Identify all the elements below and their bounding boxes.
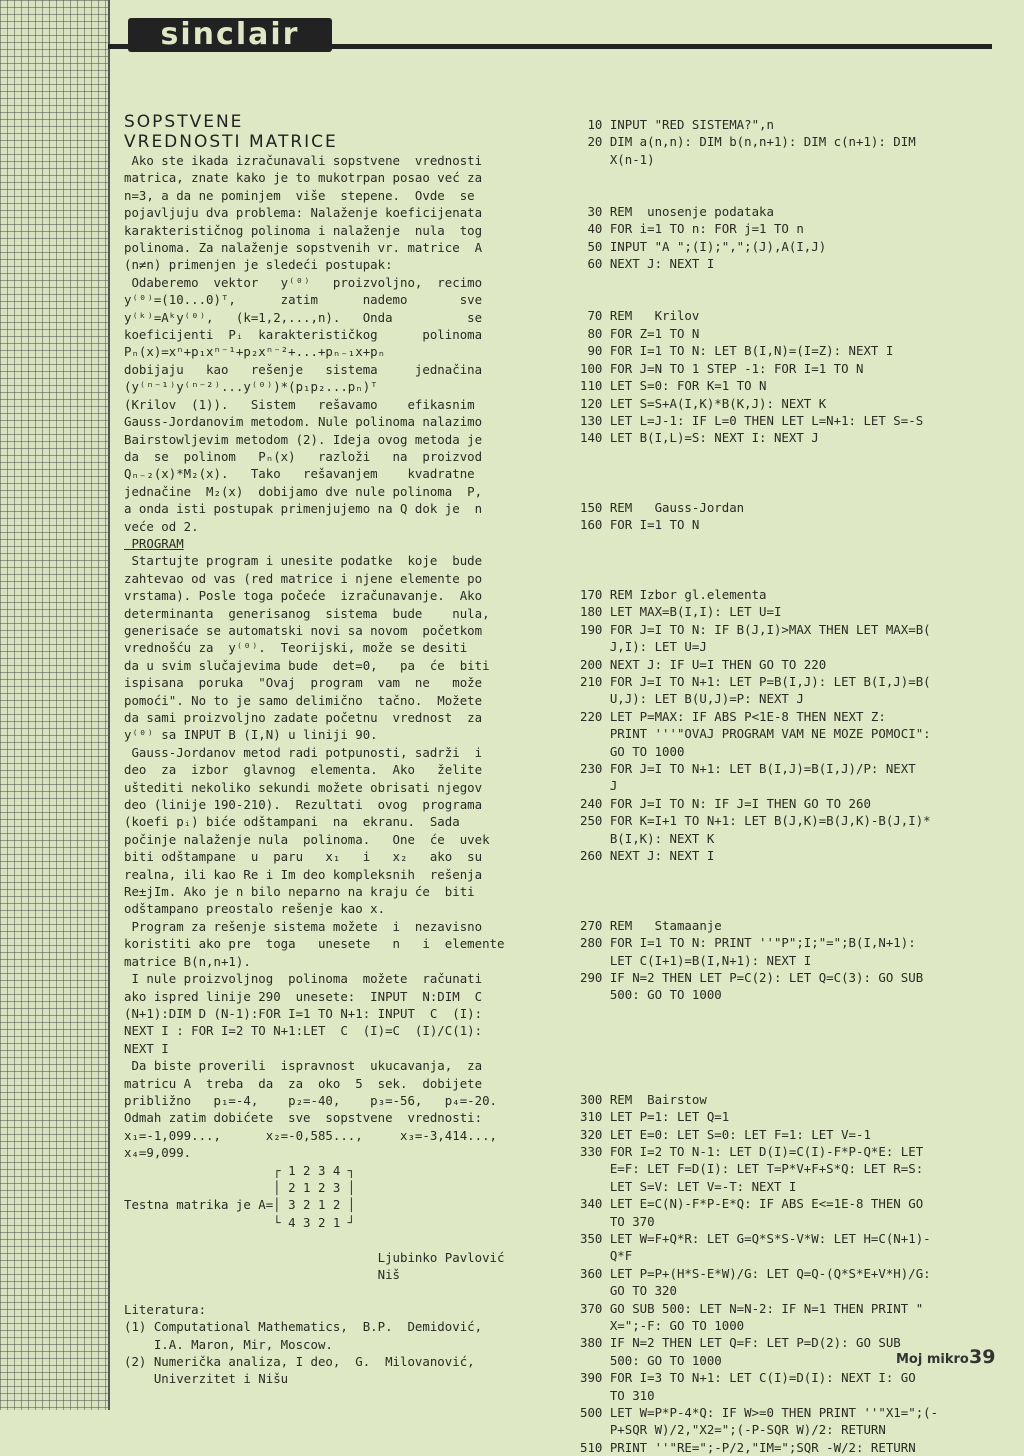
- title-line-2: VREDNOSTI MATRICE: [124, 132, 338, 152]
- code-line: Q*F: [580, 1248, 633, 1264]
- code-line: 110 LET S=0: FOR K=1 TO N: [580, 378, 767, 394]
- body-line: matricu A treba da za oko 5 sek. dobijete: [124, 1075, 483, 1091]
- article-body: [124, 152, 544, 1388]
- code-line: 100 FOR J=N TO 1 STEP -1: FOR I=1 TO N: [580, 360, 864, 376]
- code-line: 260 NEXT J: NEXT I: [580, 848, 715, 864]
- code-line: [580, 899, 980, 916]
- body-line: vrstama). Posle toga počeće izračunavanje. Ako: [124, 588, 483, 604]
- code-line: TO 310: [580, 1387, 655, 1403]
- logo-text: sinclair: [160, 17, 300, 52]
- code-line: 310 LET P=1: LET Q=1: [580, 1109, 730, 1125]
- body-line: Ljubinko Pavlović: [124, 1249, 505, 1265]
- code-line: X=";-F: GO TO 1000: [580, 1318, 745, 1334]
- code-line: [580, 551, 980, 568]
- code-line: B(I,K): NEXT K: [580, 830, 715, 846]
- code-line: [580, 569, 980, 586]
- body-line: PROGRAM: [124, 535, 184, 551]
- code-line: 270 REM Stamaanje: [580, 917, 722, 933]
- code-line: U,J): LET B(U,J)=P: NEXT J: [580, 691, 804, 707]
- code-line: 20 DIM a(n,n): DIM b(n,n+1): DIM c(n+1): DIM: [580, 134, 916, 150]
- body-line: generisaće se automatski novi sa novom početkom: [124, 622, 483, 638]
- code-line: 120 LET S=S+A(I,K)*B(K,J): NEXT K: [580, 395, 827, 411]
- code-line: 70 REM Krilov: [580, 308, 700, 324]
- body-line: matrica, znate kako je to mukotrpan posao već za: [124, 170, 483, 186]
- body-line: [124, 1231, 544, 1248]
- code-line: 30 REM unosenje podataka: [580, 204, 774, 220]
- code-line: 80 FOR Z=1 TO N: [580, 325, 700, 341]
- code-line: 500: GO TO 1000: [580, 1352, 722, 1368]
- code-line: 150 REM Gauss-Jordan: [580, 499, 745, 515]
- body-line: koristiti ako pre toga unesete n i elemente: [124, 936, 505, 952]
- code-line: 10 INPUT "RED SISTEMA?",n: [580, 117, 774, 132]
- body-line: Startujte program i unesite podatke koje bude: [124, 553, 483, 569]
- code-line: J,I): LET U=J: [580, 639, 707, 655]
- code-line: 230 FOR J=I TO N+1: LET B(I,J)=B(I,J)/P: NEXT: [580, 761, 916, 777]
- body-line: veće od 2.: [124, 518, 199, 534]
- code-line: [580, 482, 980, 499]
- code-line: 330 FOR I=2 TO N-1: LET D(I)=C(I)-F*P-Q*E: LET: [580, 1143, 924, 1159]
- code-line: 370 GO SUB 500: LET N=N-2: IF N=1 THEN PRINT ": [580, 1300, 924, 1316]
- code-line: GO TO 1000: [580, 743, 685, 759]
- body-line: Re±jIm. Ako je n bilo neparno na kraju će biti: [124, 884, 475, 900]
- code-line: [580, 186, 980, 203]
- code-line: 500: GO TO 1000: [580, 987, 722, 1003]
- body-line: Program za rešenje sistema možete i nezavisno: [124, 918, 483, 934]
- code-line: 90 FOR I=1 TO N: LET B(I,N)=(I=Z): NEXT I: [580, 343, 894, 359]
- code-line: 390 FOR I=3 TO N+1: LET C(I)=D(I): NEXT I: GO: [580, 1370, 916, 1386]
- code-line: 380 IF N=2 THEN LET Q=F: LET P=D(2): GO SUB: [580, 1335, 901, 1351]
- code-line: 280 FOR I=1 TO N: PRINT ''"P";I;"=";B(I,N+1):: [580, 935, 916, 951]
- body-line: vrednošću za y⁽⁰⁾. Teorijski, može se desiti: [124, 640, 468, 656]
- code-line: 160 FOR I=1 TO N: [580, 517, 700, 533]
- body-line: x₁=-1,099..., x₂=-0,585..., x₃=-3,414...,: [124, 1127, 497, 1143]
- body-line: I nule proizvoljnog polinoma možete računati: [124, 971, 483, 987]
- body-line: determinanta generisanog sistema bude nula,: [124, 605, 490, 621]
- code-line: 50 INPUT "A ";(I);",";(J),A(I,J): [580, 238, 827, 254]
- body-line: y⁽⁰⁾=(10...0)ᵀ, zatim nademo sve: [124, 292, 483, 308]
- body-line: (2) Numerička analiza, I deo, G. Milovanović,: [124, 1354, 475, 1370]
- code-line: [580, 1073, 980, 1090]
- body-line: Univerzitet i Nišu: [124, 1371, 289, 1387]
- code-line: [580, 290, 980, 307]
- code-line: [580, 447, 980, 464]
- code-line: 250 FOR K=I+1 TO N+1: LET B(J,K)=B(J,K)-B(J,I)*: [580, 813, 931, 829]
- body-line: I.A. Maron, Mir, Moscow.: [124, 1336, 333, 1352]
- code-line: 40 FOR i=1 TO n: FOR j=1 TO n: [580, 221, 804, 237]
- header-rule: [332, 44, 992, 49]
- code-line: [580, 882, 980, 899]
- code-line: J: [580, 778, 618, 794]
- program-listing: [580, 116, 980, 1456]
- code-line: PRINT '''"OVAJ PROGRAM VAM NE MOZE POMOCI":: [580, 726, 931, 742]
- body-line: Odaberemo vektor y⁽⁰⁾ proizvoljno, recimo: [124, 274, 483, 290]
- body-line: približno p₁=-4, p₂=-40, p₃=-56, p₄=-20.: [124, 1092, 497, 1108]
- code-line: [580, 1004, 980, 1021]
- body-line: a onda isti postupak primenjujemo na Q dok je n: [124, 501, 483, 517]
- body-line: karakterističnog polinoma i nalaženje nula tog: [124, 222, 483, 238]
- body-line: uštediti nekoliko sekundi možete obrisati njegov: [124, 779, 483, 795]
- body-line: Odmah zatim dobićete sve sopstvene vrednosti:: [124, 1110, 483, 1126]
- body-line: deo (linije 190-210). Rezultati ovog programa: [124, 797, 483, 813]
- body-line: Niš: [124, 1267, 401, 1282]
- body-line: polinoma. Za nalaženje sopstvenih vr. matrice A: [124, 240, 483, 256]
- body-line: [124, 1283, 544, 1300]
- code-line: [580, 168, 980, 185]
- code-line: 140 LET B(I,L)=S: NEXT I: NEXT J: [580, 430, 819, 446]
- code-line: X(n-1): [580, 151, 655, 167]
- code-line: [580, 1021, 980, 1038]
- code-line: 360 LET P=P+(H*S-E*W)/G: LET Q=Q-(Q*S*E+V*H)/G:: [580, 1265, 931, 1281]
- code-line: 170 REM Izbor gl.elementa: [580, 586, 767, 602]
- body-line: ako ispred linije 290 unesete: INPUT N:DIM C: [124, 988, 483, 1004]
- code-line: [580, 1056, 980, 1073]
- code-line: 300 REM Bairstow: [580, 1091, 707, 1107]
- code-line: [580, 464, 980, 481]
- body-line: da se polinom Pₙ(x) razloži na proizvod: [124, 448, 483, 464]
- body-line: Literatura:: [124, 1301, 207, 1317]
- body-line: jednačine M₂(x) dobijamo dve nule polinoma P,: [124, 483, 483, 499]
- body-line: zahtevao od vas (red matrice i njene elemente po: [124, 570, 483, 586]
- body-line: NEXT I: [124, 1040, 169, 1056]
- code-line: 180 LET MAX=B(I,I): LET U=I: [580, 604, 782, 620]
- header-rule-left: [108, 44, 128, 49]
- code-line: 200 NEXT J: IF U=I THEN GO TO 220: [580, 656, 827, 672]
- body-line: NEXT I : FOR I=2 TO N+1:LET C (I)=C (I)/C(1):: [124, 1023, 483, 1039]
- body-line: realna, ili kao Re i Im deo kompleksnih rešenja: [124, 866, 483, 882]
- code-line: LET S=V: LET V=-T: NEXT I: [580, 1178, 797, 1194]
- code-line: 240 FOR J=I TO N: IF J=I THEN GO TO 260: [580, 795, 871, 811]
- body-line: Gauss-Jordanov metod radi potpunosti, sadrži i: [124, 744, 483, 760]
- body-line: pojavljuju dva problema: Nalaženje koeficijenata: [124, 205, 483, 221]
- code-line: 60 NEXT J: NEXT I: [580, 256, 715, 272]
- code-line: GO TO 320: [580, 1283, 677, 1299]
- body-line: (n≠n) primenjen je sledeći postupak:: [124, 257, 393, 273]
- code-line: P+SQR W)/2,"X2=";(-P-SQR W)/2: RETURN: [580, 1422, 886, 1438]
- code-line: 340 LET E=C(N)-F*P-E*Q: IF ABS E<=1E-8 THEN GO: [580, 1196, 924, 1212]
- body-line: matrice B(n,n+1).: [124, 953, 251, 969]
- body-line: x₄=9,099.: [124, 1145, 192, 1161]
- code-line: [580, 864, 980, 881]
- body-line: y⁽⁰⁾ sa INPUT B (I,N) u liniji 90.: [124, 727, 378, 743]
- body-line: Bairstowljevim metodom (2). Ideja ovog metoda je: [124, 431, 483, 447]
- body-line: koeficijenti Pᵢ karakterističkog polinoma: [124, 327, 483, 343]
- body-line: n=3, a da ne pominjem više stepene. Ovde se: [124, 187, 475, 203]
- article-title: [124, 112, 544, 152]
- body-line: dobijaju kao rešenje sistema jednačina: [124, 361, 483, 377]
- body-line: ┌ 1 2 3 4 ┐: [124, 1162, 356, 1178]
- title-line-1: SOPSTVENE: [124, 112, 244, 132]
- body-line: (1) Computational Mathematics, B.P. Demidović,: [124, 1319, 483, 1335]
- sinclair-logo: [128, 18, 332, 52]
- body-line: Ako ste ikada izračunavali sopstvene vrednosti: [124, 153, 483, 168]
- body-line: biti odštampane u paru x₁ i x₂ ako su: [124, 849, 483, 865]
- body-line: Testna matrika je A=│ 3 2 1 2 │: [124, 1197, 356, 1213]
- code-line: 350 LET W=F+Q*R: LET G=Q*S*S-V*W: LET H=C(N+1)-: [580, 1231, 931, 1246]
- code-line: E=F: LET F=D(I): LET T=P*V+F+S*Q: LET R=S:: [580, 1161, 924, 1177]
- code-line: 220 LET P=MAX: IF ABS P<1E-8 THEN NEXT Z:: [580, 708, 886, 724]
- code-line: 190 FOR J=I TO N: IF B(J,I)>MAX THEN LET MAX=B(: [580, 621, 931, 637]
- code-line: 500 LET W=P*P-4*Q: IF W>=0 THEN PRINT ''"X1=";(-: [580, 1405, 939, 1421]
- body-line: └ 4 3 2 1 ┘: [124, 1214, 356, 1230]
- body-line: deo za izbor glavnog elementa. Ako želite: [124, 762, 483, 778]
- body-line: (Krilov (1)). Sistem rešavamo efikasnim: [124, 396, 475, 412]
- body-line: (N+1):DIM D (N-1):FOR I=1 TO N+1: INPUT C (I):: [124, 1005, 483, 1021]
- code-line: 290 IF N=2 THEN LET P=C(2): LET Q=C(3): GO SUB: [580, 969, 924, 985]
- code-line: [580, 273, 980, 290]
- code-line: LET C(I+1)=B(I,N+1): NEXT I: [580, 952, 812, 968]
- graph-paper-margin: [0, 0, 110, 1410]
- body-line: Pₙ(x)=xⁿ+p₁xⁿ⁻¹+p₂xⁿ⁻²+...+pₙ₋₁x+pₙ: [124, 344, 386, 360]
- code-line: 510 PRINT ''"RE=";-P/2,"IM=";SQR -W/2: RETURN: [580, 1439, 916, 1455]
- body-line: da sami proizvoljno zadate početnu vrednost za: [124, 710, 483, 725]
- code-line: 320 LET E=0: LET S=0: LET F=1: LET V=-1: [580, 1126, 871, 1142]
- body-line: │ 2 1 2 3 │: [124, 1179, 356, 1195]
- body-line: (koefi pᵢ) biće odštampani na ekranu. Sada: [124, 814, 460, 830]
- magazine-brand: Moj mikro: [896, 1352, 969, 1367]
- body-line: Qₙ₋₂(x)*M₂(x). Tako rešavanjem kvadratne: [124, 466, 475, 482]
- body-line: pomoći". No to je samo delimično tačno. Možete: [124, 692, 483, 708]
- code-line: 210 FOR J=I TO N+1: LET P=B(I,J): LET B(I,J)=B(: [580, 674, 931, 689]
- code-line: 130 LET L=J-1: IF L=0 THEN LET L=N+1: LET S=-S: [580, 412, 924, 428]
- page-number: 39: [969, 1346, 996, 1368]
- body-line: (y⁽ⁿ⁻¹⁾y⁽ⁿ⁻²⁾...y⁽⁰⁾)*(p₁p₂...pₙ)ᵀ: [124, 379, 378, 395]
- body-line: počinje nalaženje nula polinoma. One će uvek: [124, 831, 490, 847]
- body-line: y⁽ᵏ⁾=Aᵏy⁽⁰⁾, (k=1,2,...,n). Onda se: [124, 309, 483, 325]
- body-line: da u svim slučajevima bude det=0, pa će biti: [124, 657, 490, 673]
- code-line: [580, 1039, 980, 1056]
- body-line: Gauss-Jordanovim metodom. Nule polinoma nalazimo: [124, 414, 483, 430]
- body-line: odštampano preostalo rešenje kao x.: [124, 901, 386, 917]
- code-line: TO 370: [580, 1213, 655, 1229]
- body-line: ispisana poruka "Ovaj program vam ne može: [124, 675, 483, 691]
- body-line: Da biste proverili ispravnost ukucavanja, za: [124, 1058, 483, 1074]
- code-line: [580, 534, 980, 551]
